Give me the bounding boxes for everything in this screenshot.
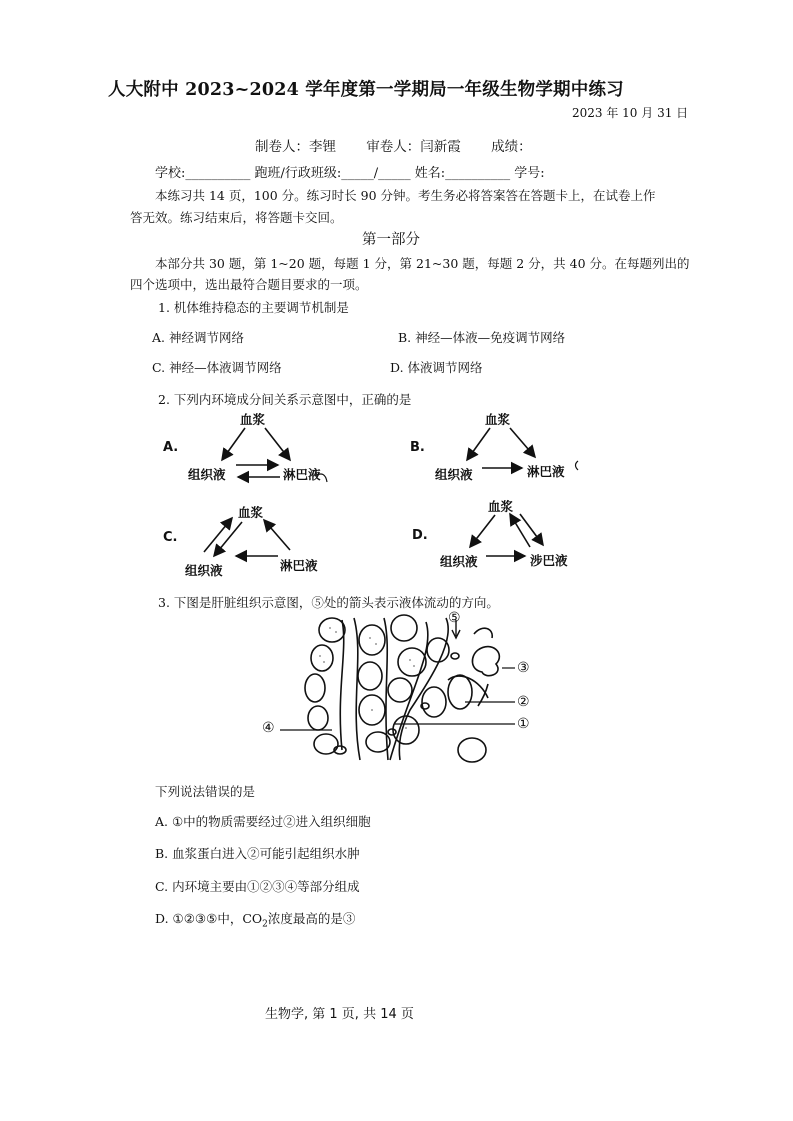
student-info-line: 学校:__________ 跑班/行政班级:_____/_____ 姓名:__________ 学号:: [155, 166, 545, 181]
diagram-b-letter: B.: [410, 440, 425, 455]
marker-4: ④: [262, 720, 275, 736]
q1-option-d: D. 体液调节网络: [390, 360, 483, 375]
marker-5: ⑤: [448, 610, 461, 626]
diagram-a-plasma: 血浆: [240, 412, 266, 427]
diagram-c-lymph: 淋巴液: [280, 558, 318, 573]
instructions-line-2: 答无效。练习结束后，将答题卡交回。: [130, 210, 343, 225]
diagram-b-tissue: 组织液: [435, 467, 473, 482]
diagram-b-plasma: 血浆: [485, 412, 511, 427]
score-label: 成绩：: [491, 139, 532, 155]
diagram-d-lymph: 涉巴液: [530, 553, 568, 568]
section-desc-2: 四个选项中，选出最符合题目要求的一项。: [130, 277, 368, 292]
q1-option-a: A. 神经调节网络: [152, 330, 244, 345]
q3-stem: 3. 下图是肝脏组织示意图，⑤处的箭头表示液体流动的方向。: [158, 595, 499, 610]
marker-3: ③: [517, 660, 530, 676]
diagram-a-letter: A.: [163, 440, 179, 455]
diagram-c-tissue: 组织液: [185, 563, 223, 578]
q1-stem: 1. 机体维持稳态的主要调节机制是: [158, 300, 349, 315]
q2-stem: 2. 下列内环境成分间关系示意图中，正确的是: [158, 392, 412, 407]
exam-date: 2023 年 10 月 31 日: [572, 106, 689, 120]
diagram-d-tissue: 组织液: [440, 554, 478, 569]
q3-option-d: [155, 909, 355, 930]
section-desc-1: 本部分共 30 题，第 1~20 题，每题 1 分，第 21~30 题，每题 2 分，共 40 分。在每题列出的: [155, 256, 690, 271]
q1-option-b: B. 神经—体液—免疫调节网络: [398, 330, 566, 345]
marker-2: ②: [517, 694, 530, 710]
q3-option-b: B. 血浆蛋白进入②可能引起组织水肿: [155, 846, 360, 861]
section-title: 第一部分: [362, 232, 420, 248]
diagram-d-letter: D.: [412, 528, 428, 543]
q3-option-d-prefix: D. ①②③⑤中，CO: [155, 911, 263, 926]
marker-1: ①: [517, 716, 530, 732]
q1-option-c: C. 神经—体液调节网络: [152, 360, 282, 375]
q3-option-d-subscript: 2: [262, 919, 268, 930]
q3-option-a: A. ①中的物质需要经过②进入组织细胞: [155, 814, 371, 829]
instructions-line-1: 本练习共 14 页，100 分。练习时长 90 分钟。考生务必将答案答在答题卡上，在试卷上作: [155, 188, 656, 203]
diagram-b-lymph: 淋巴液: [527, 464, 565, 479]
diagram-a-lymph: 淋巴液: [283, 467, 321, 482]
diagram-c-letter: C.: [163, 530, 178, 545]
diagram-a-tissue: 组织液: [188, 467, 226, 482]
liver-tissue-diagram: [260, 610, 520, 770]
maker-label: 制卷人：李锂: [255, 139, 336, 155]
reviewer-label: 审卷人：闫新霞: [366, 139, 461, 155]
page-footer: 生物学, 第 1 页, 共 14 页: [265, 1007, 414, 1022]
q3-option-c: C. 内环境主要由①②③④等部分组成: [155, 879, 360, 894]
diagram-c-plasma: 血浆: [238, 505, 264, 520]
page-title: 人大附中 2023~2024 学年度第一学期局一年级生物学期中练习: [108, 80, 624, 100]
q3-option-d-suffix: 浓度最高的是③: [267, 911, 356, 926]
q3-prompt: 下列说法错误的是: [155, 784, 256, 799]
diagram-d-plasma: 血浆: [488, 499, 514, 514]
